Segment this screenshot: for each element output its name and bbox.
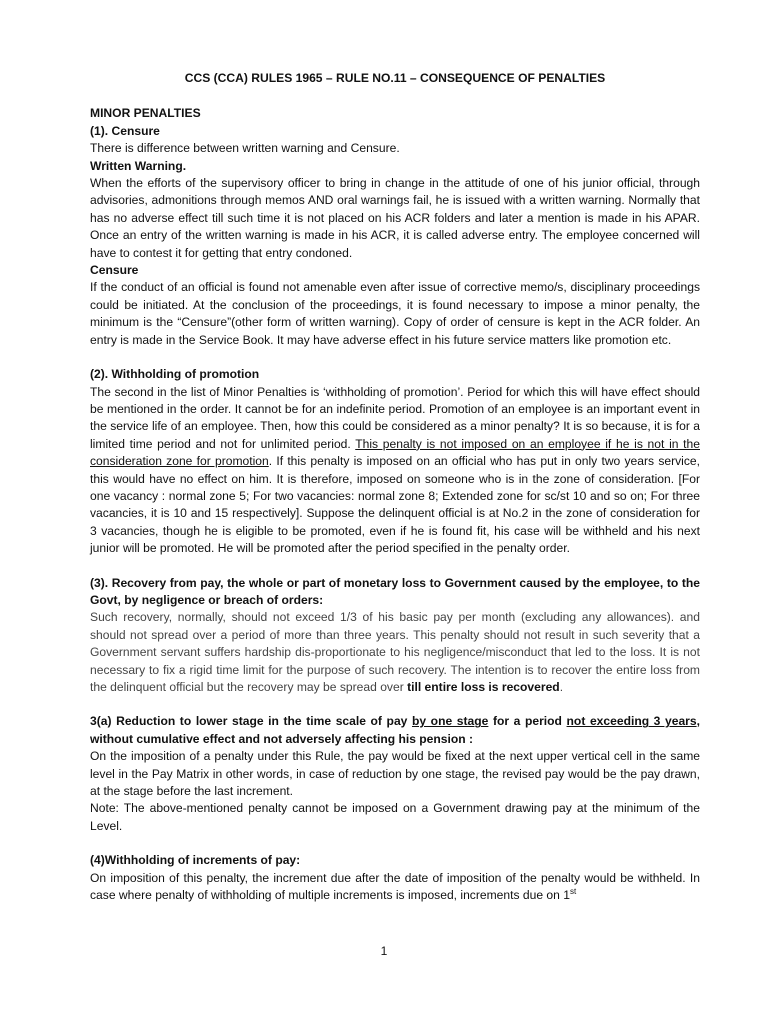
document-title: CCS (CCA) RULES 1965 – RULE NO.11 – CONSEQUENCE OF PENALTIES xyxy=(184,71,606,85)
reduction-heading xyxy=(90,713,700,748)
reduction-underline-2: not exceeding 3 years xyxy=(566,714,697,729)
minor-penalties-heading: MINOR PENALTIES xyxy=(90,106,201,121)
recovery-bold-text: till entire loss is recovered xyxy=(407,680,560,694)
reduction-h2: for a period xyxy=(488,714,567,729)
withholding-promotion-text xyxy=(90,384,700,558)
censure-subheading: Censure xyxy=(90,263,139,278)
increments-text-main: On imposition of this penalty, the increment due after the date of imposition of the penalty would be withheld. In case where penalty of withholding of multiple increments is imposed, increments due on 1 xyxy=(90,870,700,903)
recovery-heading: (3). Recovery from pay, the whole or part of monetary loss to Government caused by the employee, to the Govt, by negligence or breach of orders: xyxy=(90,575,700,607)
censure-intro: There is difference between written warning and Censure. xyxy=(90,141,400,156)
withholding-text-b: . If this penalty is imposed on an official who has put in only two years service, this would have no effect on him. It is therefore, imposed on someone who is in the zone of consideration. [For one vacancy : normal zone 5; For two vacancies: normal zone 8; Extended zone for sc/st 10 and so on; For three vacancies, it is 10 and 15 respectively]. Suppose the delinquent official is at No.2 in the zone of consideration for 3 vacancies, though he is eligible to be promoted, even if he is found fit, his case will be withheld and his next junior will be promoted. He will be promoted after the period specified in the penalty order. xyxy=(90,454,700,556)
reduction-text: On the imposition of a penalty under this Rule, the pay would be fixed at the next upper vertical cell in the same level in the Pay Matrix in other words, in case of reduction by one stage, the revised pay would be the pay drawn, at the stage before the last increment. xyxy=(90,749,700,799)
recovery-text-main: Such recovery, normally, should not exceed 1/3 of his basic pay per month (excluding any allowances). and should not spread over a period of more than three years. This penalty should not result in such severity that a Government servant suffers hardship dis-proportionate to his negligence/misconduct that led to the loss. It is not necessary to fix a rigid time limit for the purpose of such recovery. The intention is to recover the entire loss from the delinquent official but the recovery may be spread over xyxy=(90,610,700,694)
withholding-text-a: The second in the list of Minor Penalties is ‘withholding of promotion’. Period for which this will have effect should be mentioned in the order. It cannot be for an indefinite period. Promotion of an employee is an important event in the service life of an employee. Then, how this could be considered as a minor penalty? It is so because, it is for a limited time period and not for unlimited period. xyxy=(90,384,700,451)
recovery-text xyxy=(90,609,700,696)
reduction-underline-1: by one stage xyxy=(411,714,489,729)
document-page xyxy=(90,70,700,904)
withholding-underlined-text: This penalty is not imposed on an employee if he is not in the consideration zone for promotion xyxy=(90,436,700,469)
withholding-promotion-heading: (2). Withholding of promotion xyxy=(90,367,260,382)
written-warning-heading: Written Warning. xyxy=(90,158,187,173)
recovery-text-end: . xyxy=(559,680,564,694)
written-warning-text: When the efforts of the supervisory officer to bring in change in the attitude of one of his junior official, through advisories, admonitions through memos AND oral warnings fail, he is issued with a written warning. Normally that has no adverse effect till such time it is not placed on his ACR folders and later a mention is made in his APAR. Once an entry of the written warning is made in his ACR, it is called adverse entry. The employee concerned will have to contest it for getting that entry condoned. xyxy=(90,176,700,260)
increments-superscript: st xyxy=(569,887,577,897)
reduction-note: Note: The above-mentioned penalty cannot be imposed on a Government drawing pay at the minimum of the Level. xyxy=(90,801,700,833)
increments-heading: (4)Withholding of increments of pay: xyxy=(90,853,301,868)
reduction-h1: 3(a) Reduction to lower stage in the time scale of pay xyxy=(90,714,412,729)
increments-text xyxy=(90,870,700,905)
censure-heading: (1). Censure xyxy=(90,123,160,138)
censure-text: If the conduct of an official is found not amenable even after issue of corrective memo/s, disciplinary proceedings could be initiated. At the conclusion of the proceedings, it is found necessary to impose a minor penalty, the minimum is the “Censure”(other form of written warning). Copy of order of censure is kept in the ACR folder. An entry is made in the Service Book. It may have adverse effect in his future service matters like promotion etc. xyxy=(90,280,700,347)
reduction-h3: , without cumulative effect and not adversely affecting his pension : xyxy=(90,714,700,746)
page-number: 1 xyxy=(380,944,388,958)
